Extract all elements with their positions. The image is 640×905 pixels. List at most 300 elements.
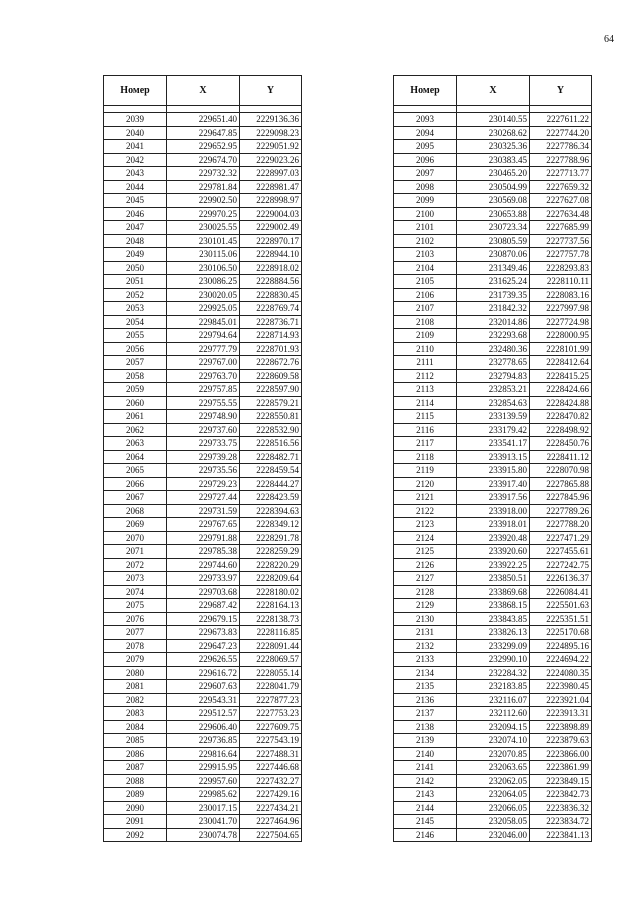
table-row (394, 558, 592, 572)
x-coordinate-cell: 229757.85 (167, 383, 240, 397)
x-coordinate-cell: 229647.23 (167, 639, 240, 653)
x-coordinate-cell: 229767.00 (167, 356, 240, 370)
table-row (104, 437, 302, 451)
point-number-cell: 2125 (394, 545, 457, 559)
point-number-cell: 2104 (394, 261, 457, 275)
table-row (394, 194, 592, 208)
table-row (104, 383, 302, 397)
point-number-cell: 2043 (104, 167, 167, 181)
point-number-cell: 2039 (104, 113, 167, 127)
table-row (394, 113, 592, 127)
point-number-cell: 2129 (394, 599, 457, 613)
x-coordinate-cell: 229626.55 (167, 653, 240, 667)
x-coordinate-cell: 230383.45 (457, 153, 530, 167)
y-coordinate-cell: 2228609.58 (240, 369, 302, 383)
point-number-cell: 2074 (104, 585, 167, 599)
table-row (104, 504, 302, 518)
x-coordinate-cell: 229703.68 (167, 585, 240, 599)
point-number-cell: 2082 (104, 693, 167, 707)
point-number-cell: 2096 (394, 153, 457, 167)
table-row (104, 693, 302, 707)
y-coordinate-cell: 2228164.13 (240, 599, 302, 613)
y-coordinate-cell: 2228944.10 (240, 248, 302, 262)
table-row (394, 666, 592, 680)
y-coordinate-cell: 2225170.68 (530, 626, 592, 640)
x-coordinate-cell: 229616.72 (167, 666, 240, 680)
point-number-cell: 2121 (394, 491, 457, 505)
x-coordinate-cell: 233541.17 (457, 437, 530, 451)
point-number-cell: 2053 (104, 302, 167, 316)
point-number-cell: 2063 (104, 437, 167, 451)
y-coordinate-cell: 2228997.03 (240, 167, 302, 181)
column-header-x: X (457, 76, 530, 106)
y-coordinate-cell: 2228498.92 (530, 423, 592, 437)
x-coordinate-cell: 229729.23 (167, 477, 240, 491)
point-number-cell: 2131 (394, 626, 457, 640)
y-coordinate-cell: 2228981.47 (240, 180, 302, 194)
x-coordinate-cell: 232070.85 (457, 747, 530, 761)
table-row (104, 531, 302, 545)
point-number-cell: 2055 (104, 329, 167, 343)
x-coordinate-cell: 233299.09 (457, 639, 530, 653)
y-coordinate-cell: 2227713.77 (530, 167, 592, 181)
point-number-cell: 2083 (104, 707, 167, 721)
table-row (394, 410, 592, 424)
x-coordinate-cell: 230653.88 (457, 207, 530, 221)
table-row (104, 734, 302, 748)
x-coordinate-cell: 229687.42 (167, 599, 240, 613)
table-row (104, 774, 302, 788)
x-coordinate-cell: 233913.15 (457, 450, 530, 464)
x-coordinate-cell: 231625.24 (457, 275, 530, 289)
point-number-cell: 2079 (104, 653, 167, 667)
x-coordinate-cell: 230465.20 (457, 167, 530, 181)
point-number-cell: 2065 (104, 464, 167, 478)
x-coordinate-cell: 232854.63 (457, 396, 530, 410)
table-row (394, 261, 592, 275)
y-coordinate-cell: 2227627.08 (530, 194, 592, 208)
table-row (104, 720, 302, 734)
y-coordinate-cell: 2227865.88 (530, 477, 592, 491)
y-coordinate-cell: 2228444.27 (240, 477, 302, 491)
point-number-cell: 2132 (394, 639, 457, 653)
point-number-cell: 2094 (394, 126, 457, 140)
point-number-cell: 2128 (394, 585, 457, 599)
table-row (104, 558, 302, 572)
y-coordinate-cell: 2227432.27 (240, 774, 302, 788)
table-row (104, 599, 302, 613)
x-coordinate-cell: 229737.60 (167, 423, 240, 437)
y-coordinate-cell: 2227455.61 (530, 545, 592, 559)
point-number-cell: 2114 (394, 396, 457, 410)
y-coordinate-cell: 2223834.72 (530, 815, 592, 829)
table-row (104, 707, 302, 721)
table-row (104, 491, 302, 505)
point-number-cell: 2050 (104, 261, 167, 275)
point-number-cell: 2145 (394, 815, 457, 829)
x-coordinate-cell: 233868.15 (457, 599, 530, 613)
y-coordinate-cell: 2228672.76 (240, 356, 302, 370)
x-coordinate-cell: 230086.25 (167, 275, 240, 289)
x-coordinate-cell: 229543.31 (167, 693, 240, 707)
x-coordinate-cell: 232094.15 (457, 720, 530, 734)
point-number-cell: 2111 (394, 356, 457, 370)
point-number-cell: 2054 (104, 315, 167, 329)
x-coordinate-cell: 229781.84 (167, 180, 240, 194)
table-row (104, 221, 302, 235)
table-row (104, 801, 302, 815)
y-coordinate-cell: 2228998.97 (240, 194, 302, 208)
x-coordinate-cell: 229512.57 (167, 707, 240, 721)
point-number-cell: 2091 (104, 815, 167, 829)
column-header-number: Номер (394, 76, 457, 106)
x-coordinate-cell: 229733.97 (167, 572, 240, 586)
y-coordinate-cell: 2227634.48 (530, 207, 592, 221)
table-row (394, 396, 592, 410)
point-number-cell: 2085 (104, 734, 167, 748)
y-coordinate-cell: 2223921.04 (530, 693, 592, 707)
x-coordinate-cell: 230805.59 (457, 234, 530, 248)
x-coordinate-cell: 231842.32 (457, 302, 530, 316)
x-coordinate-cell: 230325.36 (457, 140, 530, 154)
table-row (394, 747, 592, 761)
y-coordinate-cell: 2228091.44 (240, 639, 302, 653)
point-number-cell: 2139 (394, 734, 457, 748)
table-row (394, 734, 592, 748)
point-number-cell: 2087 (104, 761, 167, 775)
x-coordinate-cell: 233920.60 (457, 545, 530, 559)
y-coordinate-cell: 2228714.93 (240, 329, 302, 343)
table-row (394, 815, 592, 829)
point-number-cell: 2068 (104, 504, 167, 518)
point-number-cell: 2127 (394, 572, 457, 586)
point-number-cell: 2073 (104, 572, 167, 586)
point-number-cell: 2115 (394, 410, 457, 424)
table-row (104, 342, 302, 356)
table-row (394, 761, 592, 775)
y-coordinate-cell: 2227504.65 (240, 828, 302, 842)
table-row (394, 612, 592, 626)
table-row (394, 464, 592, 478)
x-coordinate-cell: 232293.68 (457, 329, 530, 343)
table-row (104, 207, 302, 221)
point-number-cell: 2046 (104, 207, 167, 221)
point-number-cell: 2076 (104, 612, 167, 626)
x-coordinate-cell: 229606.40 (167, 720, 240, 734)
table-row (394, 680, 592, 694)
table-row (394, 801, 592, 815)
y-coordinate-cell: 2229136.36 (240, 113, 302, 127)
y-coordinate-cell: 2228482.71 (240, 450, 302, 464)
table-row (394, 653, 592, 667)
table-row (104, 275, 302, 289)
x-coordinate-cell: 229744.60 (167, 558, 240, 572)
x-coordinate-cell: 230870.06 (457, 248, 530, 262)
point-number-cell: 2056 (104, 342, 167, 356)
x-coordinate-cell: 230017.15 (167, 801, 240, 815)
table-row (394, 423, 592, 437)
point-number-cell: 2133 (394, 653, 457, 667)
x-coordinate-cell: 229673.83 (167, 626, 240, 640)
table-row (394, 504, 592, 518)
table-row (104, 545, 302, 559)
y-coordinate-cell: 2228116.85 (240, 626, 302, 640)
y-coordinate-cell: 2226136.37 (530, 572, 592, 586)
x-coordinate-cell: 230101.45 (167, 234, 240, 248)
y-coordinate-cell: 2228041.79 (240, 680, 302, 694)
x-coordinate-cell: 229736.85 (167, 734, 240, 748)
y-coordinate-cell: 2223866.00 (530, 747, 592, 761)
point-number-cell: 2067 (104, 491, 167, 505)
y-coordinate-cell: 2228424.66 (530, 383, 592, 397)
coordinates-table-right (393, 75, 592, 842)
x-coordinate-cell: 233843.85 (457, 612, 530, 626)
table-row (394, 329, 592, 343)
table-row (394, 221, 592, 235)
point-number-cell: 2100 (394, 207, 457, 221)
column-header-x: X (167, 76, 240, 106)
table-row (394, 288, 592, 302)
x-coordinate-cell: 229674.70 (167, 153, 240, 167)
x-coordinate-cell: 229733.75 (167, 437, 240, 451)
table-row (394, 828, 592, 842)
point-number-cell: 2090 (104, 801, 167, 815)
x-coordinate-cell: 230268.62 (457, 126, 530, 140)
coordinates-table-left (103, 75, 302, 842)
point-number-cell: 2099 (394, 194, 457, 208)
point-number-cell: 2069 (104, 518, 167, 532)
point-number-cell: 2144 (394, 801, 457, 815)
column-header-y: Y (530, 76, 592, 106)
point-number-cell: 2040 (104, 126, 167, 140)
x-coordinate-cell: 233918.01 (457, 518, 530, 532)
table-row (104, 180, 302, 194)
table-row (394, 315, 592, 329)
y-coordinate-cell: 2228291.78 (240, 531, 302, 545)
x-coordinate-cell: 229652.95 (167, 140, 240, 154)
table-row (394, 302, 592, 316)
table-row (394, 153, 592, 167)
point-number-cell: 2137 (394, 707, 457, 721)
y-coordinate-cell: 2227877.23 (240, 693, 302, 707)
point-number-cell: 2109 (394, 329, 457, 343)
table-row (104, 653, 302, 667)
y-coordinate-cell: 2227997.98 (530, 302, 592, 316)
x-coordinate-cell: 230020.05 (167, 288, 240, 302)
point-number-cell: 2080 (104, 666, 167, 680)
point-number-cell: 2118 (394, 450, 457, 464)
y-coordinate-cell: 2223898.89 (530, 720, 592, 734)
table-row (104, 666, 302, 680)
x-coordinate-cell: 229845.01 (167, 315, 240, 329)
x-coordinate-cell: 229985.62 (167, 788, 240, 802)
y-coordinate-cell: 2227737.56 (530, 234, 592, 248)
y-coordinate-cell: 2228101.99 (530, 342, 592, 356)
point-number-cell: 2102 (394, 234, 457, 248)
x-coordinate-cell: 230504.99 (457, 180, 530, 194)
point-number-cell: 2123 (394, 518, 457, 532)
x-coordinate-cell: 233915.80 (457, 464, 530, 478)
point-number-cell: 2105 (394, 275, 457, 289)
x-coordinate-cell: 233918.00 (457, 504, 530, 518)
y-coordinate-cell: 2227753.23 (240, 707, 302, 721)
y-coordinate-cell: 2227446.68 (240, 761, 302, 775)
y-coordinate-cell: 2227685.99 (530, 221, 592, 235)
point-number-cell: 2107 (394, 302, 457, 316)
y-coordinate-cell: 2228394.63 (240, 504, 302, 518)
page-number: 64 (604, 34, 614, 45)
table-row (104, 410, 302, 424)
table-row (104, 113, 302, 127)
x-coordinate-cell: 229915.95 (167, 761, 240, 775)
table-row (104, 761, 302, 775)
y-coordinate-cell: 2228415.25 (530, 369, 592, 383)
y-coordinate-cell: 2229002.49 (240, 221, 302, 235)
y-coordinate-cell: 2226084.41 (530, 585, 592, 599)
y-coordinate-cell: 2224694.22 (530, 653, 592, 667)
table-row (104, 315, 302, 329)
point-number-cell: 2061 (104, 410, 167, 424)
point-number-cell: 2112 (394, 369, 457, 383)
point-number-cell: 2070 (104, 531, 167, 545)
y-coordinate-cell: 2227609.75 (240, 720, 302, 734)
x-coordinate-cell: 229679.15 (167, 612, 240, 626)
x-coordinate-cell: 232062.05 (457, 774, 530, 788)
x-coordinate-cell: 229731.59 (167, 504, 240, 518)
table-row (104, 612, 302, 626)
point-number-cell: 2108 (394, 315, 457, 329)
y-coordinate-cell: 2223842.73 (530, 788, 592, 802)
table-row (394, 275, 592, 289)
point-number-cell: 2062 (104, 423, 167, 437)
y-coordinate-cell: 2228470.82 (530, 410, 592, 424)
y-coordinate-cell: 2227464.96 (240, 815, 302, 829)
point-number-cell: 2130 (394, 612, 457, 626)
x-coordinate-cell: 233917.40 (457, 477, 530, 491)
x-coordinate-cell: 232046.00 (457, 828, 530, 842)
y-coordinate-cell: 2227543.19 (240, 734, 302, 748)
x-coordinate-cell: 233179.42 (457, 423, 530, 437)
table-row (104, 302, 302, 316)
table-row (394, 720, 592, 734)
table-row (394, 693, 592, 707)
table-row (394, 518, 592, 532)
x-coordinate-cell: 232014.86 (457, 315, 530, 329)
x-coordinate-cell: 232284.32 (457, 666, 530, 680)
table-row (104, 626, 302, 640)
table-row (104, 234, 302, 248)
table-row (394, 437, 592, 451)
point-number-cell: 2059 (104, 383, 167, 397)
point-number-cell: 2041 (104, 140, 167, 154)
x-coordinate-cell: 229777.79 (167, 342, 240, 356)
point-number-cell: 2116 (394, 423, 457, 437)
table-row (104, 572, 302, 586)
x-coordinate-cell: 233920.48 (457, 531, 530, 545)
y-coordinate-cell: 2228349.12 (240, 518, 302, 532)
table-row (394, 369, 592, 383)
point-number-cell: 2146 (394, 828, 457, 842)
x-coordinate-cell: 232116.07 (457, 693, 530, 707)
y-coordinate-cell: 2228069.57 (240, 653, 302, 667)
y-coordinate-cell: 2228532.90 (240, 423, 302, 437)
y-coordinate-cell: 2227788.20 (530, 518, 592, 532)
table-row (104, 639, 302, 653)
y-coordinate-cell: 2228769.74 (240, 302, 302, 316)
x-coordinate-cell: 232480.36 (457, 342, 530, 356)
point-number-cell: 2126 (394, 558, 457, 572)
table-row (394, 639, 592, 653)
point-number-cell: 2135 (394, 680, 457, 694)
table-row (104, 194, 302, 208)
y-coordinate-cell: 2227744.20 (530, 126, 592, 140)
x-coordinate-cell: 232853.21 (457, 383, 530, 397)
y-coordinate-cell: 2225501.63 (530, 599, 592, 613)
table-row (104, 518, 302, 532)
x-coordinate-cell: 229970.25 (167, 207, 240, 221)
y-coordinate-cell: 2223849.15 (530, 774, 592, 788)
x-coordinate-cell: 232064.05 (457, 788, 530, 802)
y-coordinate-cell: 2228424.88 (530, 396, 592, 410)
x-coordinate-cell: 233869.68 (457, 585, 530, 599)
x-coordinate-cell: 229785.38 (167, 545, 240, 559)
x-coordinate-cell: 233917.56 (457, 491, 530, 505)
y-coordinate-cell: 2228070.98 (530, 464, 592, 478)
table-row (394, 234, 592, 248)
y-coordinate-cell: 2223841.13 (530, 828, 592, 842)
point-number-cell: 2075 (104, 599, 167, 613)
point-number-cell: 2064 (104, 450, 167, 464)
y-coordinate-cell: 2223836.32 (530, 801, 592, 815)
y-coordinate-cell: 2228138.73 (240, 612, 302, 626)
x-coordinate-cell: 229957.60 (167, 774, 240, 788)
point-number-cell: 2084 (104, 720, 167, 734)
table-row (394, 572, 592, 586)
y-coordinate-cell: 2223913.31 (530, 707, 592, 721)
table-row (394, 531, 592, 545)
x-coordinate-cell: 232794.83 (457, 369, 530, 383)
y-coordinate-cell: 2227724.98 (530, 315, 592, 329)
point-number-cell: 2051 (104, 275, 167, 289)
point-number-cell: 2095 (394, 140, 457, 154)
table-row (104, 585, 302, 599)
table-row (394, 788, 592, 802)
y-coordinate-cell: 2228412.64 (530, 356, 592, 370)
y-coordinate-cell: 2229004.03 (240, 207, 302, 221)
x-coordinate-cell: 229902.50 (167, 194, 240, 208)
point-number-cell: 2072 (104, 558, 167, 572)
y-coordinate-cell: 2228459.54 (240, 464, 302, 478)
point-number-cell: 2071 (104, 545, 167, 559)
x-coordinate-cell: 229767.65 (167, 518, 240, 532)
x-coordinate-cell: 232063.65 (457, 761, 530, 775)
point-number-cell: 2134 (394, 666, 457, 680)
x-coordinate-cell: 233826.13 (457, 626, 530, 640)
table-row (394, 626, 592, 640)
point-number-cell: 2138 (394, 720, 457, 734)
table-row (394, 774, 592, 788)
x-coordinate-cell: 232058.05 (457, 815, 530, 829)
y-coordinate-cell: 2228736.71 (240, 315, 302, 329)
point-number-cell: 2057 (104, 356, 167, 370)
x-coordinate-cell: 229763.70 (167, 369, 240, 383)
table-row (104, 423, 302, 437)
x-coordinate-cell: 229925.05 (167, 302, 240, 316)
x-coordinate-cell: 229732.32 (167, 167, 240, 181)
y-coordinate-cell: 2228516.56 (240, 437, 302, 451)
point-number-cell: 2089 (104, 788, 167, 802)
y-coordinate-cell: 2228110.11 (530, 275, 592, 289)
